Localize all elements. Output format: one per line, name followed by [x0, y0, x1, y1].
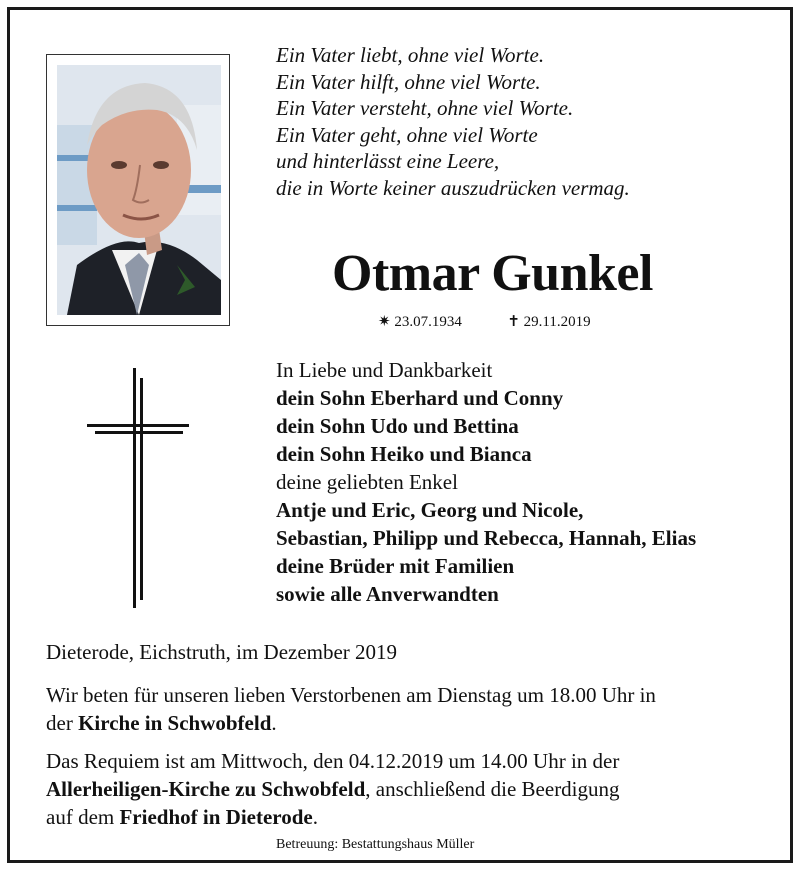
death-date: 29.11.2019: [523, 314, 591, 330]
mourner-line: Antje und Eric, Georg und Nicole,: [276, 498, 584, 522]
mourner-line: deine Brüder mit Familien: [276, 554, 515, 578]
poem: [276, 42, 630, 201]
mourner-line: sowie alle Anverwandten: [276, 582, 499, 606]
prayer-line-1: Wir beten für unseren lieben Verstorbenen am Dienstag um 18.00 Uhr in: [46, 683, 656, 707]
life-dates: [378, 312, 591, 331]
poem-line: Ein Vater liebt, ohne viel Worte.: [276, 43, 545, 67]
text-span: .: [271, 711, 277, 735]
poem-line: die in Worte keiner auszudrücken vermag.: [276, 175, 630, 200]
birth-date: 23.07.1934: [394, 314, 462, 330]
deceased-name: Otmar Gunkel: [332, 245, 653, 302]
requiem-church: Allerheiligen-Kirche zu Schwobfeld: [46, 777, 366, 801]
mourner-line: deine geliebten Enkel: [276, 470, 458, 494]
place-date: Dieterode, Eichstruth, im Dezember 2019: [46, 640, 398, 664]
mourner-line: dein Sohn Udo und Bettina: [276, 414, 519, 438]
poem-line: Ein Vater versteht, ohne viel Worte.: [276, 96, 574, 120]
text-span: der: [46, 711, 79, 735]
requiem-line-1: Das Requiem ist am Mittwoch, den 04.12.2019 um 14.00 Uhr in der: [46, 749, 620, 773]
poem-line: und hinterlässt eine Leere,: [276, 149, 500, 173]
mourner-line: dein Sohn Heiko und Bianca: [276, 442, 532, 466]
requiem-line-3: [46, 803, 766, 831]
requiem-line-2: [46, 775, 766, 803]
funeral-home-credit: Betreuung: Bestattungshaus Müller: [276, 837, 475, 852]
church-name: Kirche in Schwobfeld: [78, 711, 272, 735]
portrait-photo: [57, 65, 221, 315]
text-span: auf dem: [46, 805, 120, 829]
mourner-line: In Liebe und Dankbarkeit: [276, 358, 493, 382]
poem-line: Ein Vater hilft, ohne viel Worte.: [276, 69, 541, 94]
death-cross-icon: ✝: [507, 314, 520, 330]
birth-star-icon: ✷: [378, 314, 391, 330]
requiem-paragraph: [46, 747, 766, 831]
text-span: .: [312, 805, 318, 829]
poem-line: Ein Vater geht, ohne viel Worte: [276, 122, 538, 147]
cross-icon: [85, 368, 191, 612]
prayer-line-2: [46, 709, 766, 737]
mourner-line: dein Sohn Eberhard und Conny: [276, 386, 564, 410]
portrait-frame: [46, 54, 230, 326]
mourner-line: Sebastian, Philipp und Rebecca, Hannah, Elias: [276, 526, 697, 550]
text-span: , anschließend die Beerdigung: [365, 777, 620, 801]
prayer-paragraph: [46, 681, 766, 737]
cemetery-name: Friedhof in Dieterode: [119, 805, 313, 829]
mourners-list: [276, 356, 696, 608]
